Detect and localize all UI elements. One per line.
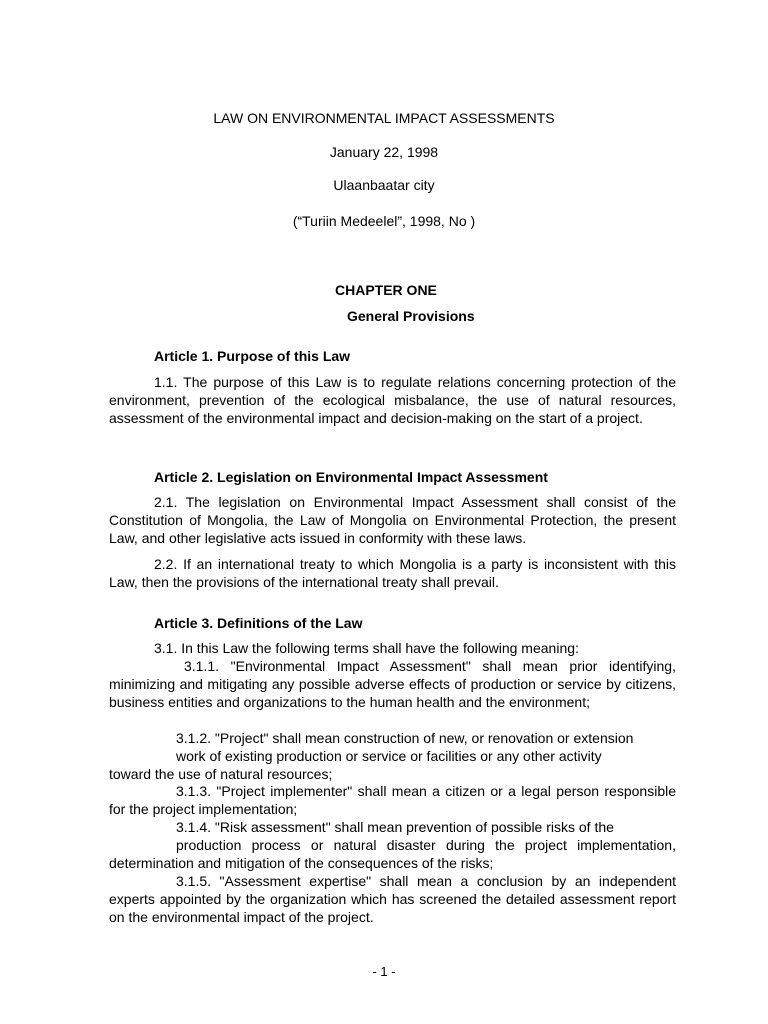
definition-3-1-5: 3.1.5. "Assessment expertise" shall mean a conclusion by an independent experts appointed by the organization which has screened the detailed assessment report on the environmental impact of the project. [109, 873, 676, 925]
article-1-paragraph-1: 1.1. The purpose of this Law is to regulate relations concerning protection of the environment, prevention of the ecological misbalance, the use of natural resources, assessment of the environmental impact and decision-making on the start of a project. [109, 374, 676, 426]
article-2-heading: Article 2. Legislation on Environmental Impact Assessment [154, 469, 548, 485]
article-2-paragraph-2: 2.2. If an international treaty to which Mongolia is a party is inconsistent with this Law, then the provisions of the international treaty shall prevail. [109, 556, 676, 590]
document-place: Ulaanbaatar city [333, 177, 435, 193]
article-3-heading: Article 3. Definitions of the Law [154, 615, 363, 631]
article-3-intro: 3.1. In this Law the following terms shall have the following meaning: [154, 640, 579, 656]
page-number: - 1 - [372, 964, 396, 979]
definition-3-1-1: 3.1.1. "Environmental Impact Assessment" shall mean prior identifying, minimizing and mitigating any possible adverse effects of production or service by citizens, business entities and organizations to the human health and the environment; [109, 658, 676, 710]
definition-3-1-2-line-1: 3.1.2. "Project" shall mean construction of new, or renovation or extension [176, 730, 634, 746]
definition-3-1-2-line-2: work of existing production or service or facilities or any other activity [176, 748, 602, 764]
article-2-paragraph-1: 2.1. The legislation on Environmental Impact Assessment shall consist of the Constitution of Mongolia, the Law of Mongolia on Environmental Protection, the present Law, and other legislative acts issued in conformity with these laws. [109, 494, 676, 546]
definition-3-1-4-rest: production process or natural disaster during the project implementation, determination and mitigation of the consequences of the risks; [109, 837, 676, 871]
article-1-heading: Article 1. Purpose of this Law [154, 348, 351, 364]
chapter-title: General Provisions [347, 308, 475, 324]
document-date: January 22, 1998 [329, 144, 439, 160]
document-source: (“Turiin Medeelel”, 1998, No ) [292, 213, 476, 229]
definition-3-1-2-line-3: toward the use of natural resources; [109, 766, 333, 782]
definition-3-1-4-line-1: 3.1.4. "Risk assessment" shall mean prevention of possible risks of the [176, 819, 614, 835]
definition-3-1-3: 3.1.3. "Project implementer" shall mean a citizen or a legal person responsible for the project implementation; [109, 783, 676, 817]
chapter-number: CHAPTER ONE [335, 282, 437, 298]
document-title: LAW ON ENVIRONMENTAL IMPACT ASSESSMENTS [213, 110, 555, 126]
